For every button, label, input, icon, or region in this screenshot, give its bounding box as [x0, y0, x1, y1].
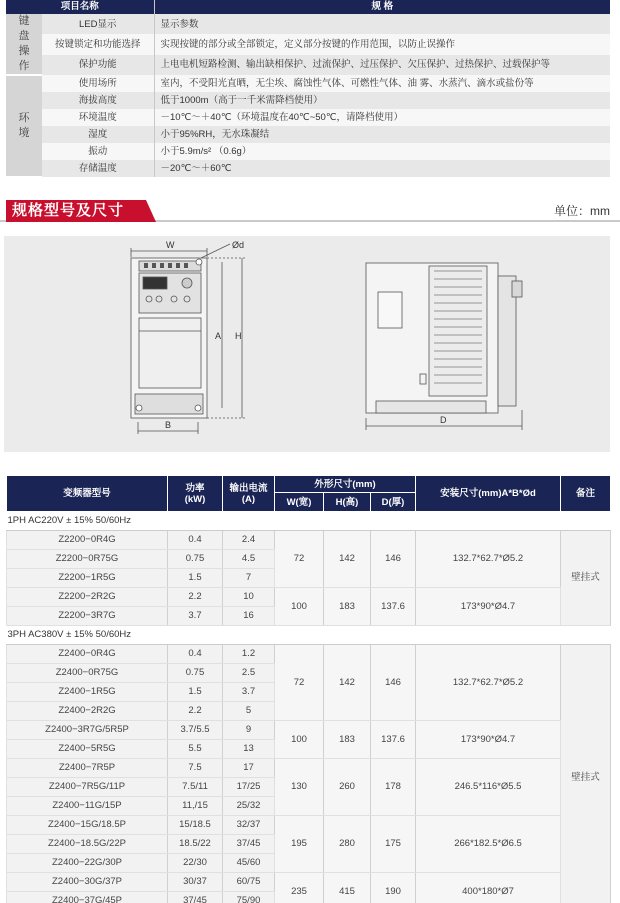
- dim-cell-mount: 132.7*62.7*Ø5.2: [416, 645, 561, 721]
- dim-cell-w: 195: [275, 816, 324, 873]
- model-cell-model: Z2400−11G/15P: [7, 797, 168, 816]
- front-display: [143, 277, 167, 289]
- spec-value: 小于5.9m/s² （0.6g）: [154, 143, 610, 160]
- model-cell-current: 17: [223, 759, 275, 778]
- model-cell-current: 37/45: [223, 835, 275, 854]
- dim-cell-d: 178: [371, 759, 416, 816]
- spec-item: 环境温度: [42, 109, 154, 126]
- dim-cell-h: 142: [324, 531, 371, 588]
- models-group-row: [7, 512, 611, 531]
- model-cell-current: 4.5: [223, 550, 275, 569]
- model-cell-power: 5.5: [168, 740, 223, 759]
- model-cell-model: Z2200−1R5G: [7, 569, 168, 588]
- header-model: 变频器型号: [7, 476, 168, 512]
- spec-category-char: 盘: [18, 30, 30, 42]
- model-cell-current: 60/75: [223, 873, 275, 892]
- spec-value: 显示参数: [154, 14, 610, 34]
- dim-cell-h: 183: [324, 588, 371, 626]
- front-base: [135, 394, 203, 414]
- side-window: [378, 292, 402, 328]
- spec-row: [6, 92, 610, 109]
- model-row: [7, 588, 611, 607]
- model-cell-current: 17/25: [223, 778, 275, 797]
- dim-cell-h: 142: [324, 645, 371, 721]
- model-cell-power: 1.5: [168, 683, 223, 702]
- spec-row: [6, 34, 610, 54]
- model-row: [7, 873, 611, 892]
- model-cell-power: 3.7: [168, 607, 223, 626]
- model-cell-model: Z2400−30G/37P: [7, 873, 168, 892]
- side-view: [366, 263, 522, 430]
- front-mount-hole-left: [136, 405, 142, 411]
- model-cell-power: 0.75: [168, 550, 223, 569]
- front-cover: [139, 318, 201, 388]
- spec-item: 按键锁定和功能选择: [42, 34, 154, 54]
- spec-row: [6, 143, 610, 160]
- spec-value: 实现按键的部分或全部锁定，定义部分按键的作用范围，以防止误操作: [154, 34, 610, 54]
- side-base: [376, 401, 486, 413]
- model-cell-current: 45/60: [223, 854, 275, 873]
- spec-category-char: 操: [18, 45, 30, 57]
- spec-header-spec: 规 格: [154, 0, 610, 14]
- front-knob: [182, 278, 192, 288]
- dim-cell-mount: 173*90*Ø4.7: [416, 588, 561, 626]
- spec-value: －10℃～＋40℃（环境温度在40℃~50℃，请降档使用）: [154, 109, 610, 126]
- dim-cell-mount: 173*90*Ø4.7: [416, 721, 561, 759]
- spec-row: [6, 14, 610, 34]
- model-cell-current: 75/90: [223, 892, 275, 903]
- model-cell-current: 2.5: [223, 664, 275, 683]
- model-cell-model: Z2200−3R7G: [7, 607, 168, 626]
- models-group-title: 3PH AC380V ± 15% 50/60Hz: [7, 626, 611, 645]
- spec-item: 湿度: [42, 126, 154, 143]
- model-cell-current: 9: [223, 721, 275, 740]
- model-row: [7, 759, 611, 778]
- dim-cell-w: 72: [275, 645, 324, 721]
- unit-label: 单位：mm: [554, 204, 610, 218]
- dimension-drawing: [4, 236, 610, 452]
- front-view: [131, 244, 246, 434]
- dim-cell-h: 280: [324, 816, 371, 873]
- dim-cell-d: 146: [371, 531, 416, 588]
- dim-cell-d: 137.6: [371, 721, 416, 759]
- dimension-drawing-panel: [4, 236, 610, 452]
- spec-item: LED显示: [42, 14, 154, 34]
- mount-note: 壁挂式: [561, 531, 611, 626]
- header-dims: 外形尺寸(mm): [275, 476, 416, 493]
- header-mount: 安装尺寸(mm)A*B*Ød: [416, 476, 561, 512]
- model-cell-current: 3.7: [223, 683, 275, 702]
- model-cell-model: Z2400−18.5G/22P: [7, 835, 168, 854]
- spec-row: [6, 75, 610, 92]
- model-cell-power: 30/37: [168, 873, 223, 892]
- label-a: A: [215, 331, 222, 341]
- label-d-hole: Ød: [232, 240, 245, 250]
- model-row: [7, 816, 611, 835]
- spec-item: 振动: [42, 143, 154, 160]
- spec-category-char: 键: [18, 15, 30, 27]
- header-power-label: 功率: [185, 482, 205, 494]
- dim-cell-w: 235: [275, 873, 324, 903]
- model-cell-model: Z2400−22G/30P: [7, 854, 168, 873]
- spec-value: 室内，不受阳光直晒，无尘埃、腐蚀性气体、可燃性气体、油 雾、水蒸汽、滴水或盐份等: [154, 75, 610, 92]
- model-cell-power: 22/30: [168, 854, 223, 873]
- header-note: 备注: [561, 476, 611, 512]
- spec-value: 小于95%RH，无水珠凝结: [154, 126, 610, 143]
- spec-category-char: 环: [18, 112, 30, 124]
- model-cell-power: 37/45: [168, 892, 223, 903]
- model-cell-model: Z2200−2R2G: [7, 588, 168, 607]
- spec-row: [6, 126, 610, 143]
- dim-cell-d: 190: [371, 873, 416, 903]
- model-cell-current: 1.2: [223, 645, 275, 664]
- model-cell-current: 32/37: [223, 816, 275, 835]
- model-cell-power: 0.75: [168, 664, 223, 683]
- model-cell-model: Z2400−2R2G: [7, 702, 168, 721]
- model-row: [7, 721, 611, 740]
- models-group-row: [7, 626, 611, 645]
- dim-cell-h: 183: [324, 721, 371, 759]
- model-cell-current: 25/32: [223, 797, 275, 816]
- label-depth: D: [440, 415, 447, 425]
- model-cell-power: 15/18.5: [168, 816, 223, 835]
- model-cell-current: 7: [223, 569, 275, 588]
- header-w: W(宽): [275, 493, 324, 512]
- model-cell-model: Z2400−7R5P: [7, 759, 168, 778]
- spec-header-row: [6, 0, 610, 14]
- model-cell-power: 0.4: [168, 645, 223, 664]
- model-cell-model: Z2200−0R4G: [7, 531, 168, 550]
- dim-cell-mount: 400*180*Ø7: [416, 873, 561, 903]
- side-fin-area: [429, 266, 487, 396]
- model-cell-model: Z2400−15G/18.5P: [7, 816, 168, 835]
- header-power-unit: (kW): [184, 493, 206, 505]
- model-cell-current: 2.4: [223, 531, 275, 550]
- models-group-title: 1PH AC220V ± 15% 50/60Hz: [7, 512, 611, 531]
- spec-category-char: 境: [18, 127, 30, 139]
- spec-category-char: 作: [18, 60, 30, 72]
- dim-cell-h: 415: [324, 873, 371, 903]
- dim-cell-mount: 246.5*116*Ø5.5: [416, 759, 561, 816]
- dim-cell-w: 130: [275, 759, 324, 816]
- model-cell-model: Z2400−7R5G/11P: [7, 778, 168, 797]
- dim-cell-d: 137.6: [371, 588, 416, 626]
- model-row: [7, 531, 611, 550]
- spec-row: [6, 55, 610, 75]
- label-b: B: [165, 420, 172, 430]
- spec-item: 存储温度: [42, 160, 154, 177]
- spec-item: 保护功能: [42, 55, 154, 75]
- model-cell-model: Z2400−0R4G: [7, 645, 168, 664]
- dim-cell-d: 146: [371, 645, 416, 721]
- dim-cell-d: 175: [371, 816, 416, 873]
- dim-cell-w: 100: [275, 588, 324, 626]
- dim-cell-h: 260: [324, 759, 371, 816]
- dim-cell-mount: 266*182.5*Ø6.5: [416, 816, 561, 873]
- label-w: W: [166, 240, 175, 250]
- model-cell-model: Z2400−1R5G: [7, 683, 168, 702]
- model-cell-power: 11,/15: [168, 797, 223, 816]
- model-cell-model: Z2400−5R5G: [7, 740, 168, 759]
- header-current-label: 输出电流: [229, 482, 268, 494]
- spec-table: [6, 0, 610, 178]
- label-h: H: [235, 331, 242, 341]
- side-mount-tab: [512, 281, 522, 297]
- spec-category: [6, 75, 42, 177]
- model-cell-power: 7.5/11: [168, 778, 223, 797]
- dim-cell-w: 72: [275, 531, 324, 588]
- spec-row: [6, 109, 610, 126]
- spec-value: －20℃～＋60℃: [154, 160, 610, 177]
- models-table: [6, 475, 611, 903]
- model-cell-power: 0.4: [168, 531, 223, 550]
- mount-note: 壁挂式: [561, 645, 611, 903]
- section-title: 规格型号及尺寸: [12, 202, 125, 219]
- dim-cell-mount: 132.7*62.7*Ø5.2: [416, 531, 561, 588]
- front-mount-hole-right: [195, 405, 201, 411]
- model-cell-power: 2.2: [168, 588, 223, 607]
- model-cell-current: 5: [223, 702, 275, 721]
- spec-value: 上电电机短路检测、输出缺相保护、过流保护、过压保护、欠压保护、过热保护、过载保护等: [154, 55, 610, 75]
- spec-item: 海拔高度: [42, 92, 154, 109]
- header-h: H(高): [324, 493, 371, 512]
- models-header-row-1: [7, 476, 611, 493]
- model-cell-power: 18.5/22: [168, 835, 223, 854]
- model-cell-power: 3.7/5.5: [168, 721, 223, 740]
- header-current: [223, 476, 275, 512]
- section-title-bar: [0, 200, 620, 224]
- spec-header-item: 项目名称: [6, 0, 154, 14]
- header-d: D(厚): [371, 493, 416, 512]
- model-cell-model: Z2400−3R7G/5R5P: [7, 721, 168, 740]
- model-cell-model: Z2400−37G/45P: [7, 892, 168, 903]
- spec-value: 低于1000m（高于一千米需降档使用）: [154, 92, 610, 109]
- model-cell-current: 13: [223, 740, 275, 759]
- model-cell-power: 1.5: [168, 569, 223, 588]
- model-cell-power: 2.2: [168, 702, 223, 721]
- header-power: [168, 476, 223, 512]
- header-current-unit: (A): [241, 493, 256, 505]
- model-cell-power: 7.5: [168, 759, 223, 778]
- model-cell-model: Z2400−0R75G: [7, 664, 168, 683]
- front-mount-hole-top: [196, 259, 202, 265]
- model-row: [7, 645, 611, 664]
- spec-item: 使用场所: [42, 75, 154, 92]
- dim-cell-w: 100: [275, 721, 324, 759]
- model-cell-model: Z2200−0R75G: [7, 550, 168, 569]
- spec-row: [6, 160, 610, 177]
- model-cell-current: 10: [223, 588, 275, 607]
- spec-category: [6, 14, 42, 75]
- model-cell-current: 16: [223, 607, 275, 626]
